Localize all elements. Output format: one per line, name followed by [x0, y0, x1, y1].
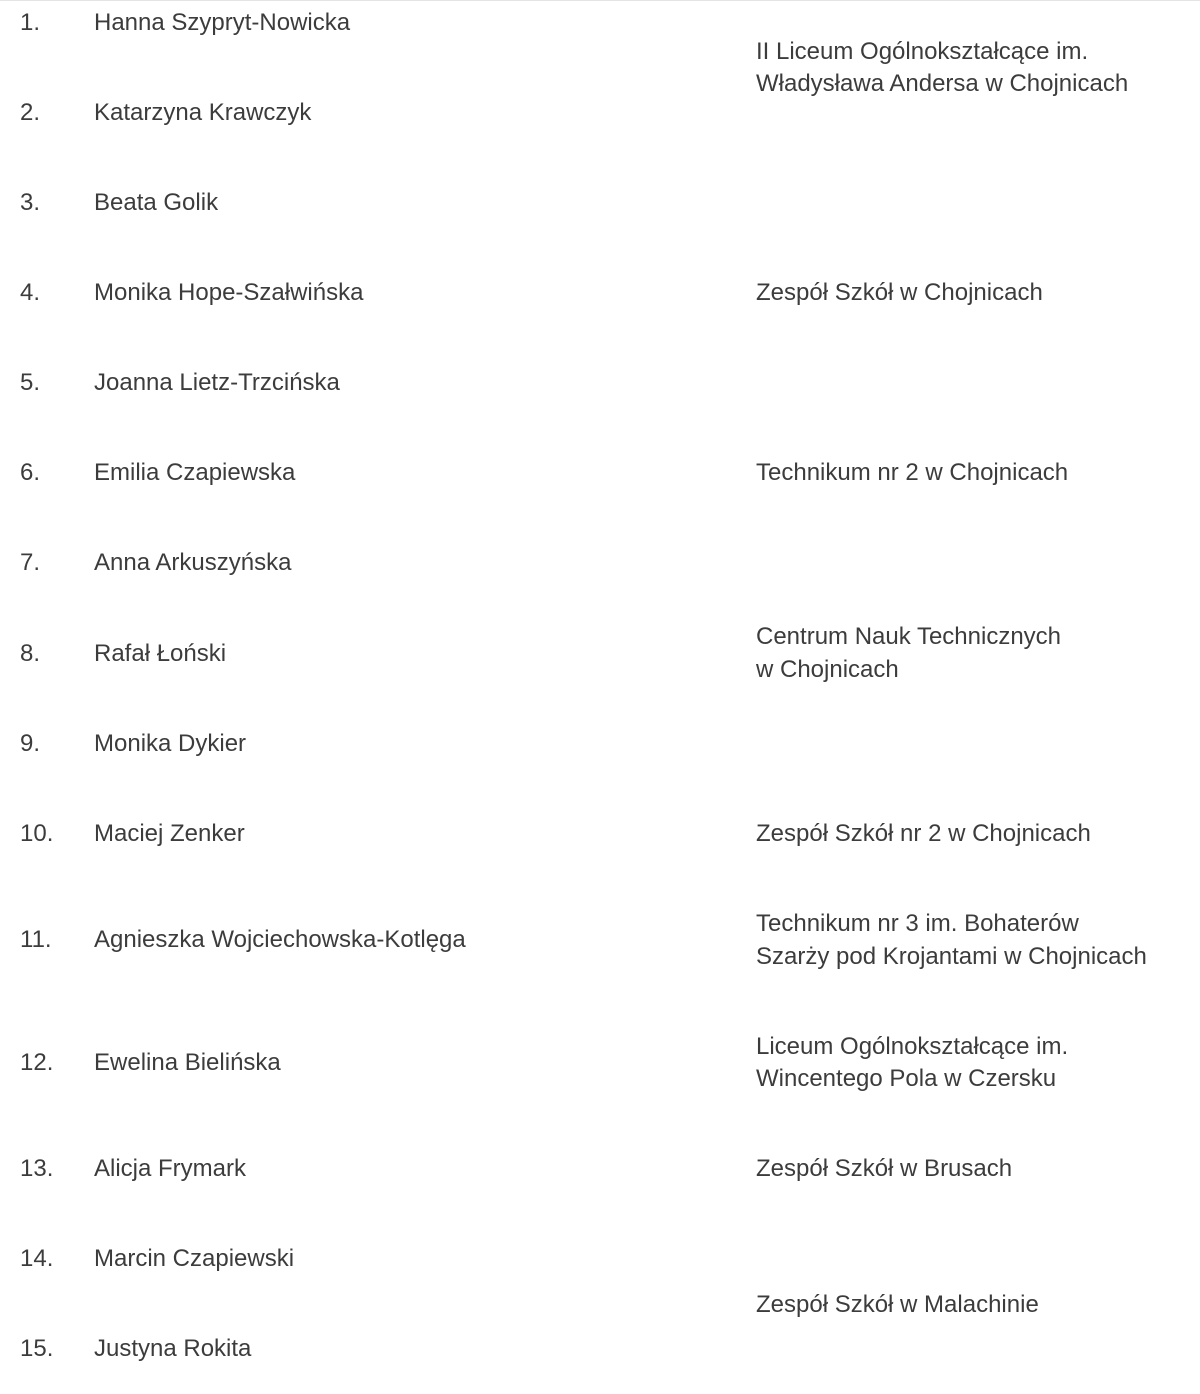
- school-name: Zespół Szkół w Chojnicach: [756, 279, 1043, 306]
- teacher-name: Agnieszka Wojciechowska-Kotlęga: [94, 926, 466, 953]
- teacher-name: Alicja Frymark: [94, 1155, 247, 1182]
- teacher-name: Rafał Łoński: [94, 640, 227, 667]
- row-number: 7.: [20, 549, 41, 576]
- row-number: 6.: [20, 459, 41, 486]
- row-number: 15.: [20, 1335, 54, 1362]
- row-number: 8.: [20, 640, 41, 667]
- row-number: 4.: [20, 279, 41, 306]
- teacher-name: Monika Hope-Szałwińska: [94, 279, 364, 306]
- school-name: Technikum nr 3 im. Bohaterów: [756, 910, 1079, 937]
- school-name: II Liceum Ogólnokształcące im.: [756, 38, 1089, 65]
- school-name: Zespół Szkół w Malachinie: [756, 1291, 1039, 1318]
- teacher-name: Justyna Rokita: [94, 1335, 252, 1362]
- school-name: Centrum Nauk Technicznych: [756, 623, 1062, 650]
- row-number: 12.: [20, 1049, 54, 1076]
- teacher-name: Hanna Szypryt-Nowicka: [94, 9, 351, 36]
- teacher-name: Katarzyna Krawczyk: [94, 99, 312, 126]
- teacher-name: Monika Dykier: [94, 730, 247, 757]
- school-name: Władysława Andersa w Chojnicach: [756, 70, 1129, 97]
- row-number: 1.: [20, 9, 41, 36]
- row-number: 3.: [20, 189, 41, 216]
- teacher-name: Joanna Lietz-Trzcińska: [94, 369, 340, 396]
- row-number: 2.: [20, 99, 41, 126]
- row-number: 14.: [20, 1245, 54, 1272]
- teacher-name: Ewelina Bielińska: [94, 1049, 281, 1076]
- school-name: Zespół Szkół w Brusach: [756, 1155, 1013, 1182]
- school-name: Wincentego Pola w Czersku: [756, 1065, 1057, 1092]
- school-name: Szarży pod Krojantami w Chojnicach: [756, 943, 1147, 970]
- row-number: 5.: [20, 369, 41, 396]
- school-name: Zespół Szkół nr 2 w Chojnicach: [756, 820, 1091, 847]
- row-number: 10.: [20, 820, 54, 847]
- teacher-name: Marcin Czapiewski: [94, 1245, 295, 1272]
- teacher-name: Beata Golik: [94, 189, 219, 216]
- teacher-name: Maciej Zenker: [94, 820, 245, 847]
- school-name: Liceum Ogólnokształcące im.: [756, 1033, 1069, 1060]
- teacher-name: Emilia Czapiewska: [94, 459, 296, 486]
- school-name: Technikum nr 2 w Chojnicach: [756, 459, 1069, 486]
- teacher-name: Anna Arkuszyńska: [94, 549, 292, 576]
- row-number: 11.: [20, 926, 52, 953]
- row-number: 9.: [20, 730, 41, 757]
- row-number: 13.: [20, 1155, 54, 1182]
- school-name: w Chojnicach: [756, 656, 899, 683]
